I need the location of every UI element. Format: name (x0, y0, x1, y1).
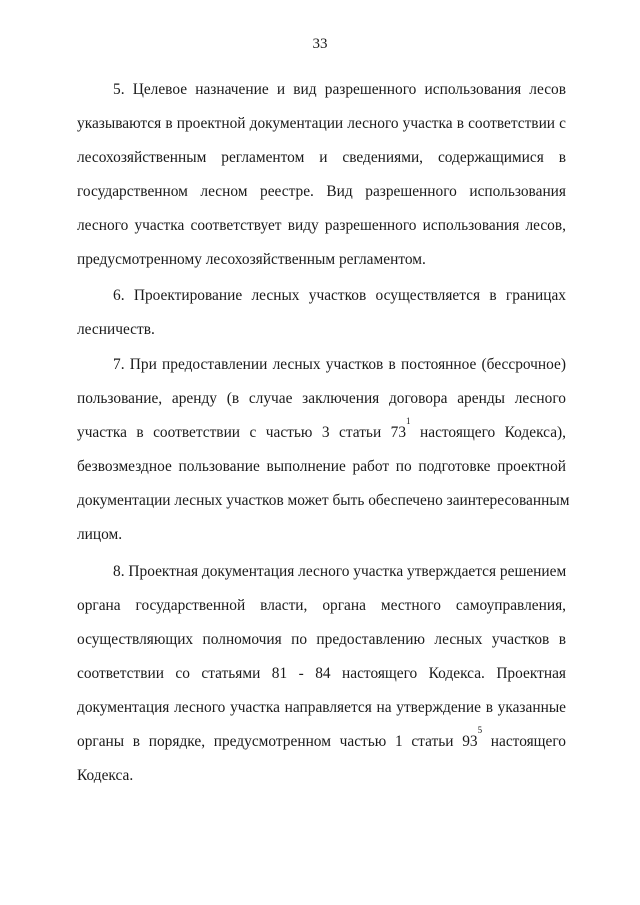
text-line: указываются в проектной документации лесного участка в соответствии с (77, 115, 566, 132)
text-line (77, 725, 566, 752)
text-line: 7. При предоставлении лесных участков в постоянное (бессрочное) (113, 356, 566, 373)
superscript: 5 (477, 725, 483, 735)
text-segment: настоящего (482, 733, 566, 750)
superscript: 1 (406, 416, 411, 426)
page-number: 33 (312, 36, 328, 52)
text-line: лесного участка соответствует виду разрешенного использования лесов, (77, 217, 566, 234)
text-line: 8. Проектная документация лесного участка утверждается решением (113, 563, 567, 580)
text-segment: настоящего Кодекса), (410, 424, 566, 441)
text-line: пользование, аренду (в случае заключения договора аренды лесного (77, 390, 566, 407)
text-line: лицом. (77, 526, 123, 543)
text-line: лесничеств. (77, 321, 155, 338)
text-line: безвозмездное пользование выполнение работ по подготовке проектной (77, 458, 566, 475)
text-segment: участка в соответствии с частью 3 статьи 73 (77, 424, 407, 441)
text-line: предусмотренному лесохозяйственным регламентом. (77, 251, 426, 268)
text-line: органа государственной власти, органа местного самоуправления, (77, 597, 566, 614)
text-line: документация лесного участка направляется на утверждение в указанные (77, 699, 566, 716)
text-line: 5. Целевое назначение и вид разрешенного использования лесов (113, 81, 566, 98)
text-line: осуществляющих полномочия по предоставлению лесных участков в (77, 631, 566, 648)
text-line (77, 416, 566, 443)
text-line: соответствии со статьями 81 - 84 настоящего Кодекса. Проектная (77, 665, 566, 682)
text-line: лесохозяйственным регламентом и сведениями, содержащимися в (77, 149, 566, 166)
text-segment: органы в порядке, предусмотренном частью 1 статьи 93 (77, 733, 478, 750)
text-line: Кодекса. (77, 767, 134, 784)
text-line: государственном лесном реестре. Вид разрешенного использования (77, 183, 566, 200)
text-line: документации лесных участков может быть обеспечено заинтересованным (77, 492, 570, 509)
text-line: 6. Проектирование лесных участков осуществляется в границах (113, 287, 566, 304)
